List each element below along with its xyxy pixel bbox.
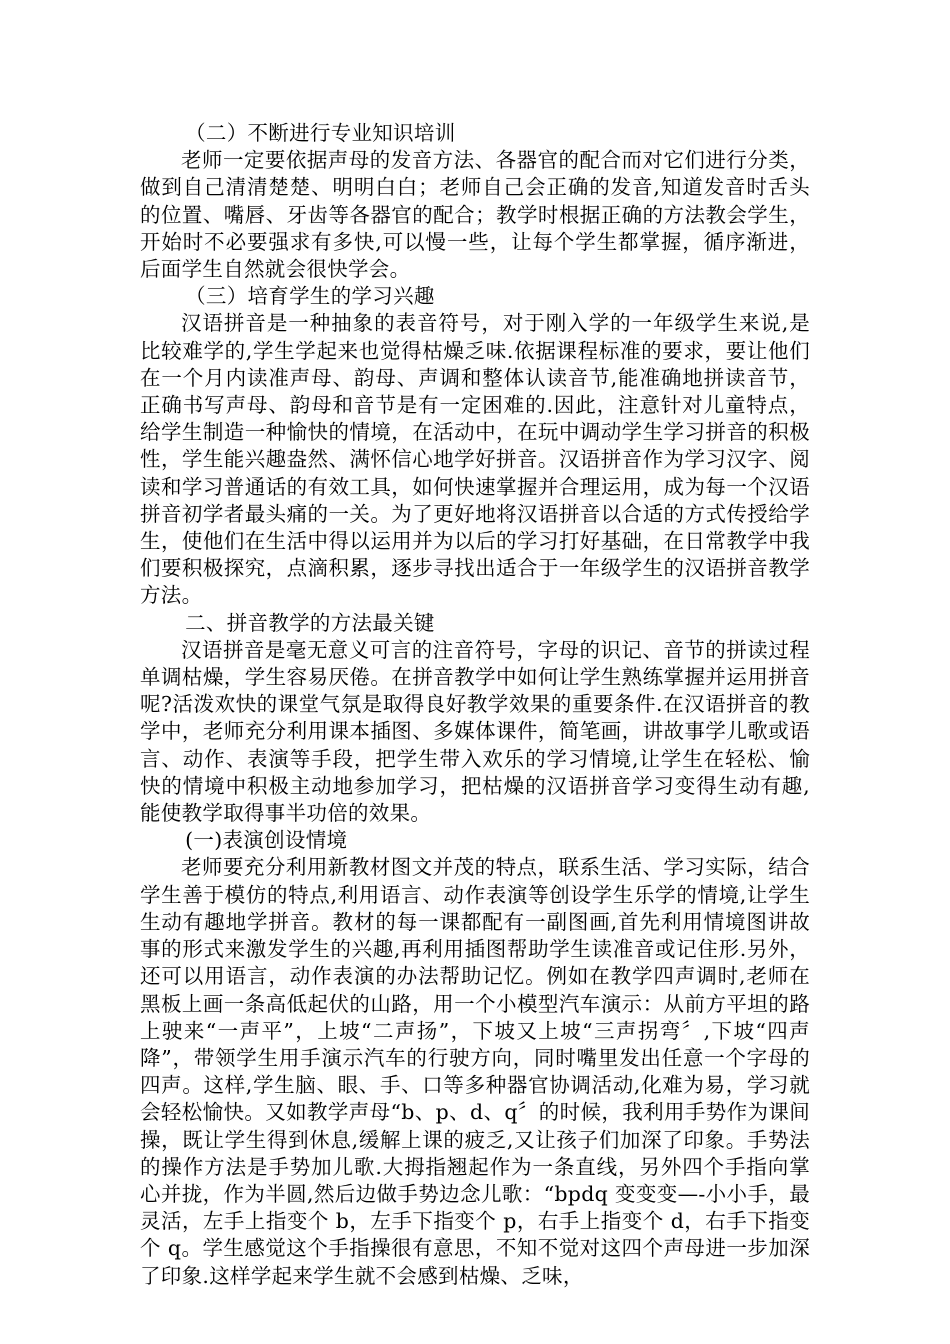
body-paragraph-performance: 老师要充分利用新教材图文并茂的特点，联系生活、学习实际，结合学生善于模仿的特点,利用语言、动作表演等创设学生乐学的情境,让学生生动有趣地学拼音。教材的每一课都配有一副图画,首先利用情境图讲故事的形式来激发学生的兴趣,再利用插图帮助学生读准音或记住形.另外，还可以用语言，动作表演的办法帮助记忆。例如在教学四声调时,老师在黑板上画一条高低起伏的山路，用一个小模型汽车演示：从前方平坦的路上驶来“一声平”，上坡“二声扬”，下坡又上坡“三声拐弯〞,下坡“四声降”，带领学生用手演示汽车的行驶方向，同时嘴里发出任意一个字母的四声。这样,学生脑、眼、手、口等多种器官协调活动,化难为易，学习就会轻松愉快。又如教学声母“b、p、d、q〞的时候，我利用手势作为课间操，既让学生得到休息,缓解上课的疲乏,又让孩子们加深了印象。手势法的操作方法是手势加儿歌.大拇指翘起作为一条直线，另外四个手指向掌心并拢，作为半圆,然后边做手势边念儿歌：“bpdq 变变变—-小小手，最灵活，左手上指变个 b，左手下指变个 p，右手上指变个 d，右手下指变个 q。学生感觉这个手指操很有意思，不知不觉对这四个声母进一步加深了印象.这样学起来学生就不会感到枯燥、乏味， — [140, 855, 810, 1288]
body-paragraph-interest: 汉语拼音是一种抽象的表音符号，对于刚入学的一年级学生来说,是比较难学的,学生学起来也觉得枯燥乏味.依据课程标准的要求，要让他们在一个月内读准声母、韵母、声调和整体认读音节,能准确地拼读音节，正确书写声母、韵母和音节是有一定困难的.因此，注意针对儿童特点，给学生制造一种愉快的情境，在活动中，在玩中调动学生学习拼音的积极性，学生能兴趣盎然、满怀信心地学好拼音。汉语拼音作为学习汉字、阅读和学习普通话的有效工具，如何快速掌握并合理运用，成为每一个汉语拼音初学者最头痛的一关。为了更好地将汉语拼音以合适的方式传授给学生，使他们在生活中得以运用并为以后的学习打好基础，在日常教学中我们要积极探究，点滴积累，逐步寻找出适合于一年级学生的汉语拼音教学方法。 — [140, 311, 810, 608]
body-paragraph-methods: 汉语拼音是毫无意义可言的注音符号，字母的识记、音节的拼读过程单调枯燥，学生容易厌倦。在拼音教学中如何让学生熟练掌握并运用拼音呢?活泼欢快的课堂气氛是取得良好教学效果的重要条件.在汉语拼音的教学中，老师充分利用课本插图、多媒体课件，简笔画，讲故事学儿歌或语言、动作、表演等手段，把学生带入欢乐的学习情境,让学生在轻松、愉快的情境中积极主动地参加学习，把枯燥的汉语拼音学习变得生动有趣,能使教学取得事半功倍的效果。 — [140, 637, 810, 826]
section-heading-methods: 二、拼音教学的方法最关键 — [185, 610, 435, 635]
body-paragraph-training: 老师一定要依据声母的发音方法、各器官的配合而对它们进行分类，做到自己清清楚楚、明明白白；老师自己会正确的发音,知道发音时舌头的位置、嘴唇、牙齿等各器官的配合；教学时根据正确的方法教会学生，开始时不必要强求有多快,可以慢一些，让每个学生都掌握，循序渐进，后面学生自然就会很快学会。 — [140, 148, 810, 282]
section-heading-performance: (一)表演创设情境 — [185, 828, 348, 853]
section-heading-professional-training: （二）不断进行专业知识培训 — [185, 121, 456, 145]
document-page — [140, 120, 810, 1290]
section-heading-interest: （三）培育学生的学习兴趣 — [185, 284, 435, 309]
